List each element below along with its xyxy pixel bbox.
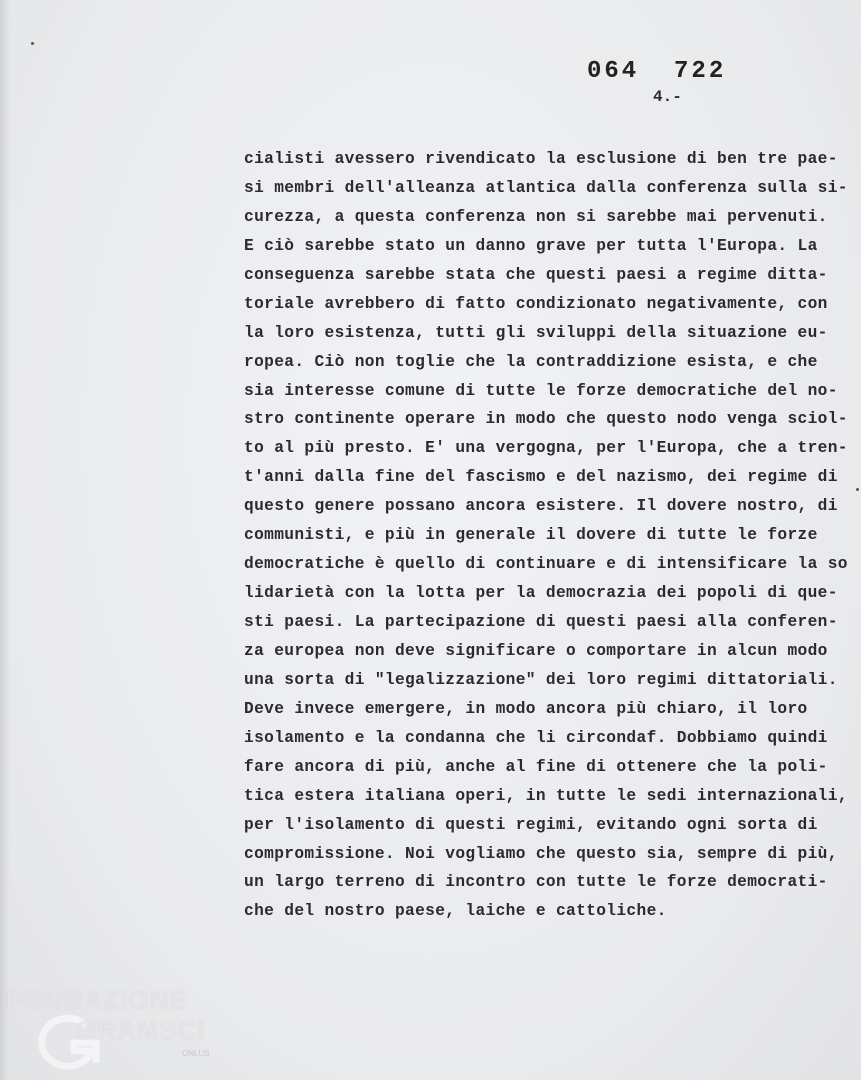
text-line: isolamento e la condanna che li circondaf. Dobbiamo quindi (244, 728, 828, 747)
watermark-line-2: GRAMSCI (76, 1015, 206, 1045)
text-line: la loro esistenza, tutti gli sviluppi della situazione eu- (244, 323, 828, 342)
text-line: per l'isolamento di questi regimi, evitando ogni sorta di (244, 815, 818, 834)
text-line: compromissione. Noi vogliamo che questo sia, sempre di più, (244, 844, 838, 863)
text-line: un largo terreno di incontro con tutte le forze democrati- (244, 873, 828, 892)
watermark-line-1: FONDAZIONE (6, 985, 188, 1015)
text-line: una sorta di "legalizzazione" dei loro regimi dittatoriali. (244, 670, 838, 689)
page-left-edge (0, 0, 10, 1080)
text-line: curezza, a questa conferenza non si sarebbe mai pervenuti. (244, 207, 828, 226)
archive-number: 064 722 (587, 58, 727, 85)
watermark-suffix: ONLUS (182, 1049, 210, 1058)
text-line: ropea. Ciò non toglie che la contraddizione esista, e che (244, 352, 818, 371)
text-line: toriale avrebbero di fatto condizionato negativamente, con (244, 294, 828, 313)
text-line: sia interesse comune di tutte le forze democratiche del no- (244, 381, 838, 400)
text-line: fare ancora di più, anche al fine di ottenere che la poli- (244, 757, 828, 776)
text-line: questo genere possano ancora esistere. Il dovere nostro, di (244, 497, 838, 516)
text-line: t'anni dalla fine del fascismo e del nazismo, dei regime di (244, 468, 838, 487)
text-line: democratiche è quello di continuare e di intensificare la so (244, 555, 848, 574)
text-line: lidarietà con la lotta per la democrazia dei popoli di que- (244, 584, 838, 603)
scan-speck (31, 42, 34, 45)
text-line: za europea non deve significare o comportare in alcun modo (244, 641, 828, 660)
text-line: sti paesi. La partecipazione di questi paesi alla conferen- (244, 613, 838, 631)
text-line: che del nostro paese, laiche e cattoliche. (244, 902, 667, 921)
page-number: 4.- (653, 88, 682, 106)
text-line: stro continente operare in modo che questo nodo venga sciol- (244, 410, 848, 429)
text-line: tica estera italiana operi, in tutte le sedi internazionali, (244, 786, 848, 805)
text-line: E ciò sarebbe stato un danno grave per tutta l'Europa. La (244, 236, 818, 255)
typewritten-body (244, 145, 861, 926)
text-line: conseguenza sarebbe stata che questi paesi a regime ditta- (244, 265, 828, 284)
text-line: cialisti avessero rivendicato la esclusione di ben tre pae- (244, 150, 838, 168)
text-line: communisti, e più in generale il dovere di tutte le forze (244, 526, 818, 545)
text-line: to al più presto. E' una vergogna, per l'Europa, che a tren- (244, 439, 848, 458)
text-line: si membri dell'alleanza atlantica dalla conferenza sulla si- (244, 178, 848, 197)
fondazione-gramsci-watermark (6, 985, 216, 1075)
text-line: Deve invece emergere, in modo ancora più chiaro, il loro (244, 699, 808, 718)
